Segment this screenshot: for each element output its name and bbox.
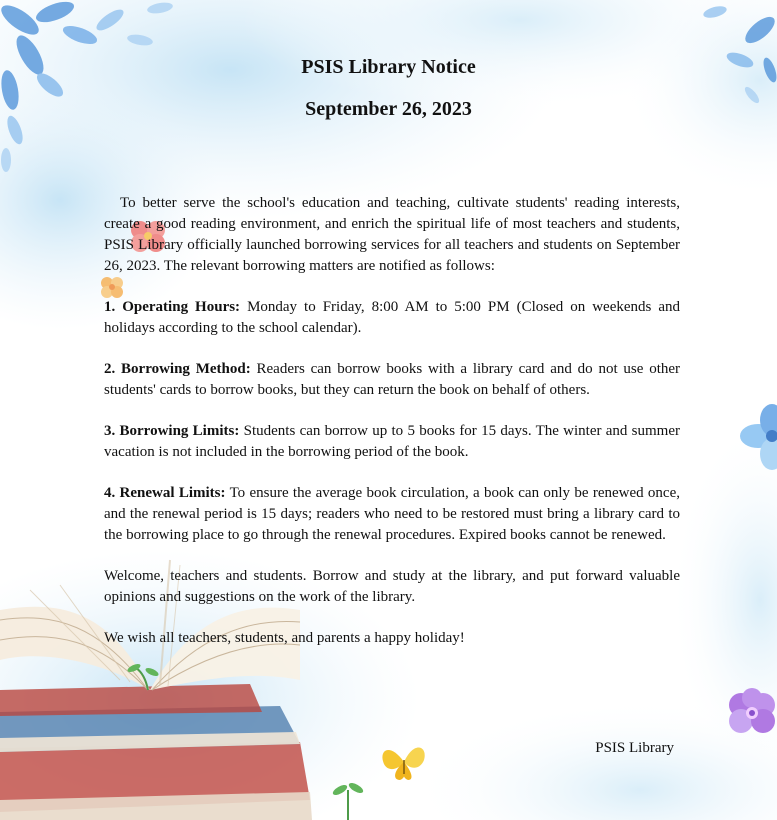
item-text: Monday to Friday, 8:00 AM to 5:00 PM (Closed on weekends and holidays according to the school calendar). [104,299,681,336]
item-borrowing-limits [104,421,680,463]
notice-date: September 26, 2023 [305,98,472,120]
item-text: Students can borrow up to 5 books for 15 days. The winter and summer vacation is not included in the borrowing period of the book. [104,423,681,460]
notice-body [104,193,680,669]
item-heading: 1. Operating Hours: [104,299,241,315]
intro-paragraph: To better serve the school's education and teaching, cultivate students' reading interests, create a good reading environment, and enrich the spiritual life of most teachers and students, PSIS Library officially launched borrowing services for all teachers and students on September 26, 2023. The relevant borrowing matters are notified as follows: [104,195,680,274]
item-operating-hours [104,297,680,339]
page-title: PSIS Library Notice [301,56,476,78]
item-text: Readers can borrow books with a library card and do not use other students' cards to borrow books, but they can return the book on behalf of others. [104,361,681,398]
welcome-paragraph: Welcome, teachers and students. Borrow and study at the library, and put forward valuable opinions and suggestions on the work of the library. [104,568,680,605]
item-text: To ensure the average book circulation, a book can only be renewed once, and the renewal period is 15 days; readers who need to be restored must bring a library card to the borrowing place to go through the renewal procedures. Expired books cannot be renewed. [104,485,680,543]
item-renewal-limits [104,483,680,546]
item-borrowing-method [104,359,680,401]
item-heading: 3. Borrowing Limits: [104,423,240,439]
item-heading: 4. Renewal Limits: [104,485,226,501]
wish-paragraph: We wish all teachers, students, and parents a happy holiday! [104,630,465,646]
item-heading: 2. Borrowing Method: [104,361,251,377]
signature: PSIS Library [595,740,674,756]
